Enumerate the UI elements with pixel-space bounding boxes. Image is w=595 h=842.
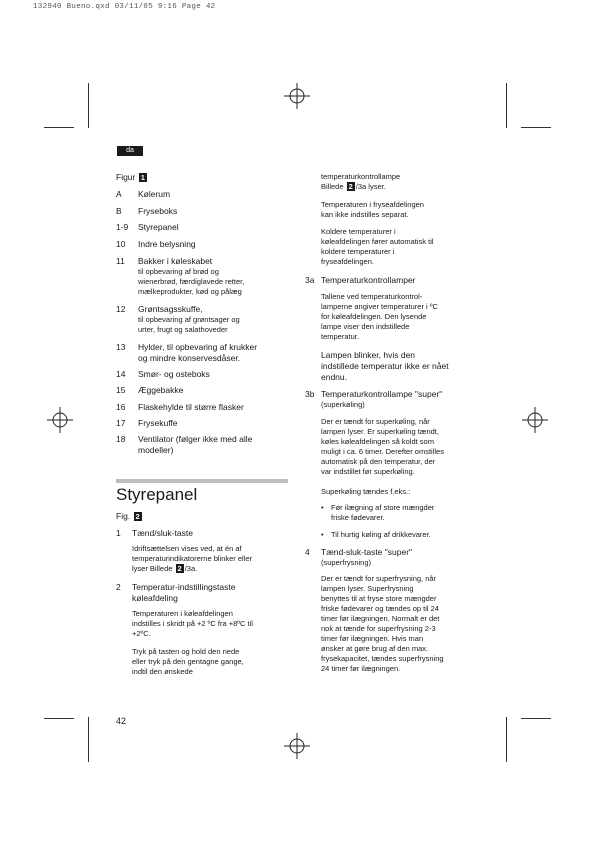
paragraph: temperaturkontrollampe Billede 2 /3a lyser.: [321, 172, 401, 191]
figure-2-heading: [116, 511, 143, 522]
registration-mark-top: [284, 83, 310, 109]
figure-label: Figur: [116, 172, 136, 182]
registration-mark-right: [522, 407, 548, 433]
bullet: •: [321, 530, 324, 539]
list-item: B Fryseboks: [116, 206, 178, 216]
list-item: 17 Frysekuffe: [116, 418, 178, 428]
figure-1-heading: [116, 172, 148, 183]
figure-badge: 2: [348, 182, 353, 191]
list-item: 1-9 Styrepanel: [116, 222, 179, 232]
paragraph: Superkøling tændes f.eks.:: [321, 487, 411, 496]
figure-badge: 2: [135, 512, 140, 521]
list-item: 16 Flaskehylde til større flasker: [116, 402, 244, 412]
list-item: 3a Temperaturkontrollamper: [305, 275, 416, 285]
language-tag: da: [117, 146, 143, 156]
list-item: • Før ilægning af store mængder friske fødevarer.: [321, 503, 435, 522]
figure-badge: 1: [140, 173, 145, 182]
figure-label: Fig.: [116, 511, 131, 521]
list-item: 11 Bakker i køleskabet til opbevaring af brød og wienerbrød, færdiglavede retter, mælkeprodukter, kød og pålæg: [116, 256, 245, 296]
paragraph: Temperaturen i køleafdelingen indstilles i skridt på +2 ºC fra +8ºC til +2ºC.: [132, 609, 253, 638]
list-item: 1 Tænd/sluk-taste: [116, 528, 193, 538]
registration-mark-left: [47, 407, 73, 433]
paragraph: Lampen blinker, hvis den indstillede temperatur ikke er nået endnu.: [321, 350, 449, 382]
registration-mark-bottom: [284, 733, 310, 759]
paragraph: Tallene ved temperaturkontrol- lamperne angiver temperaturer i ºC for køleafdelingen. Den lysende lampe viser den indstillede temperatur.: [321, 292, 438, 341]
section-title: Styrepanel: [116, 485, 198, 504]
paragraph: Temperaturen i fryseafdelingen kan ikke indstilles separat.: [321, 200, 424, 219]
bullet: •: [321, 503, 324, 512]
list-item: 10 Indre belysning: [116, 239, 196, 249]
list-item: • Til hurtig køling af drikkevarer.: [321, 530, 431, 539]
paragraph: Der er tændt for superkøling, når lampen lyser. Er superkøling tændt, køles køleafdelingen så koldt som muligt i ca. 6 timer. Derefter omstilles automatisk på den temperatur, der var indstillet før superkøling.: [321, 417, 444, 476]
paragraph: Tryk på tasten og hold den nede eller tryk på den gentagne gange, indtil den ønskede: [132, 647, 244, 676]
list-item: 13 Hylder, til opbevaring af krukker og mindre konservesdåser.: [116, 342, 258, 363]
list-item: 15 Æggebakke: [116, 385, 184, 395]
section-rule: [116, 479, 288, 483]
list-item: A Kølerum: [116, 189, 171, 199]
figure-badge: 2: [177, 564, 182, 573]
list-item: 14 Smør- og osteboks: [116, 369, 210, 379]
paragraph: Koldere temperaturer i køleafdelingen fører automatisk til koldere temperaturer i fryseafdelingen.: [321, 227, 434, 266]
list-item: 12 Grøntsagsskuffe, til opbevaring af grøntsager og urter, frugt og salathoveder: [116, 304, 240, 334]
paragraph: Idriftsættelsen vises ved, at én af temperaturindikatorerne blinker eller lyser Billede 2 /3a.: [132, 544, 253, 573]
list-item: 2 Temperatur-indstillingstaste køleafdeling: [116, 582, 236, 603]
list-item: 4 Tænd-sluk-taste "super" (superfrysning): [305, 547, 413, 567]
list-item: 3b Temperaturkontrollampe "super" (superkøling): [305, 389, 443, 409]
page-number: 42: [116, 716, 127, 726]
print-header: 132940 Bueno.qxd 03/11/05 9:16 Page 42: [33, 3, 216, 11]
list-item: 18 Ventilator (følger ikke med alle modeller): [116, 434, 253, 455]
paragraph: Der er tændt for superfrysning, når lampen lyser. Superfrysning benyttes til at fryse store mængder friske fødevarer og tændes op til 24 timer før ilægningen. Normalt er det nok at tænde for superfrysning 2-3 timer før ilægningen. Hvis man ønsker at gøre brug af den max. frysekapacitet, tændes superfrysning 24 timer før ilægningen.: [321, 574, 444, 673]
